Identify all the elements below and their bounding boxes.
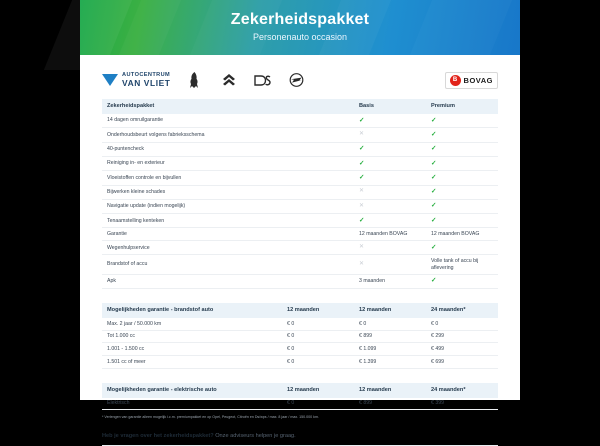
check-icon: ✓ [359,173,365,181]
check-icon: ✓ [431,130,437,138]
row-basis-value: 3 maanden [359,278,385,285]
van-vliet-triangle-icon [102,72,118,88]
warranty-fuel-table-head [102,303,498,318]
table-row [102,214,498,228]
row-price-1: € 0 [287,320,295,327]
dash-icon: ✕ [359,244,365,251]
row-premium-value [426,214,498,228]
table-row [102,114,498,128]
row-label: Max. 2 jaar / 50.000 km [107,320,162,327]
coverage-table [102,99,498,289]
check-icon: ✓ [431,243,437,251]
warranty-electric-col-label: Mogelijkheden garantie - elektrische auto [102,383,282,398]
dealer-logo-line2: VAN VLIET [122,77,171,88]
table-row [102,274,498,288]
check-icon: ✓ [431,159,437,167]
row-label: Brandstof of accu [107,261,148,268]
check-icon: ✓ [431,202,437,210]
row-basis-value [354,156,426,170]
dash-icon: ✕ [359,260,365,267]
table-row [102,171,498,185]
row-label: 1.001 - 1.500 cc [107,345,145,352]
table-row [102,156,498,170]
row-label: Garantie [107,231,127,238]
row-premium-value [426,185,498,199]
row-price-3: € 399 [431,400,444,407]
table-row [102,343,498,356]
cta-answer: Onze adviseurs helpen je graag. [215,432,296,439]
row-price-2: € 1.399 [359,358,377,365]
row-basis-value [354,114,426,128]
row-premium-value [426,171,498,185]
bovag-mark-icon: B [450,75,461,86]
row-basis-value [354,185,426,199]
row-price-3: € 499 [431,345,444,352]
coverage-table-body [102,114,498,289]
row-price-1: € 0 [287,333,295,340]
row-premium-value [426,114,498,128]
check-icon: ✓ [431,145,437,153]
warranty-electric-col-3: 24 maanden* [426,383,498,398]
row-premium-value [426,128,498,142]
check-icon: ✓ [359,116,365,124]
dealer-logo-text [122,73,171,88]
document-page [80,0,520,439]
dash-icon: ✕ [359,131,365,138]
ds-automobiles-icon [253,70,273,90]
row-basis-value [354,214,426,228]
bovag-badge [445,72,498,89]
check-icon: ✓ [359,159,365,167]
row-price-1: € 0 [287,345,295,352]
row-price-3: € 0 [431,320,439,327]
row-price-3: € 699 [431,358,444,365]
check-icon: ✓ [431,188,437,196]
cta-block [102,433,498,439]
row-label: Tenaamstelling kenteken [107,217,165,224]
row-price-3: € 299 [431,333,444,340]
coverage-col-basis: Basis [354,99,426,114]
dash-icon: ✕ [359,188,365,195]
row-basis-value [354,255,426,274]
citroen-chevrons-icon [219,70,239,90]
coverage-col-premium: Premium [426,99,498,114]
check-icon: ✓ [431,216,437,224]
row-basis-value [354,142,426,156]
page-title: Zekerheidspakket [230,11,370,28]
table-row [102,318,498,330]
warranty-fuel-table [102,303,498,369]
warranty-electric-table-body [102,398,498,410]
dealer-logo-line1: AUTOCENTRUM [122,71,171,78]
section-spacer [80,369,520,383]
row-premium-value [426,199,498,213]
warranty-electric-col-2: 12 maanden [354,383,426,398]
peugeot-lion-icon [185,70,205,90]
table-row [102,185,498,199]
warranty-fuel-col-3: 24 maanden* [426,303,498,318]
row-label: Bijwerken kleine schades [107,188,166,195]
dash-icon: ✕ [359,202,365,209]
warranty-fuel-col-label: Mogelijkheden garantie - brandstof auto [102,303,282,318]
table-row [102,398,498,410]
row-label: Elektrisch [107,400,130,407]
row-premium-value [426,241,498,255]
check-icon: ✓ [359,145,365,153]
footnote: * Verlengen van garantie alleen mogelijk i.c.m. premiumpakket en op Opel, Peugeot, Citroën en Ds/wps / max. 8 jaar / max. 150.000 km. [102,415,319,420]
row-label: 14 dagen omruilgarantie [107,117,163,124]
warranty-electric-col-1: 12 maanden [282,383,354,398]
dealer-logo [102,72,171,88]
row-basis-value [354,171,426,185]
row-label: Tot 1.000 cc [107,333,135,340]
row-basis-value [354,128,426,142]
opel-blitz-icon [287,70,307,90]
warranty-fuel-table-body [102,318,498,368]
table-row [102,128,498,142]
bovag-label: BOVAG [463,75,493,85]
check-icon: ✓ [359,216,365,224]
row-label: Reiniging in- en exterieur [107,160,165,167]
row-label: Apk [107,278,116,285]
document-header [80,0,520,55]
coverage-table-head [102,99,498,114]
row-label: 1.501 cc of meer [107,358,146,365]
row-price-2: € 899 [359,333,372,340]
section-spacer [80,289,520,303]
row-price-1: € 0 [287,358,295,365]
row-price-2: € 899 [359,400,372,407]
table-row [102,228,498,241]
check-icon: ✓ [431,116,437,124]
row-premium-value [426,142,498,156]
table-row [102,199,498,213]
row-basis-value [354,241,426,255]
table-header-row [102,99,498,114]
row-label: Navigatie update (indien mogelijk) [107,203,186,210]
row-label: Onderhoudsbeurt volgens fabrieksschema [107,131,205,138]
warranty-electric-table [102,383,498,411]
check-icon: ✓ [431,173,437,181]
row-label: Vloeistoffen controle en bijvullen [107,174,182,181]
table-row [102,356,498,369]
table-row [102,255,498,274]
row-premium-value [426,156,498,170]
check-icon: ✓ [431,277,437,285]
cta-question: Heb je vragen over het zekerheidspakket? [102,432,214,439]
row-label: 40-puntencheck [107,146,144,153]
row-premium-value: Volle tank of accu bij aflevering [431,258,479,271]
row-price-2: € 1.099 [359,345,377,352]
row-price-2: € 0 [359,320,367,327]
table-header-row [102,303,498,318]
table-header-row [102,383,498,398]
row-basis-value [354,199,426,213]
warranty-electric-table-head [102,383,498,398]
row-basis-value: 12 maanden BOVAG [359,231,408,238]
warranty-fuel-col-2: 12 maanden [354,303,426,318]
warranty-fuel-col-1: 12 maanden [282,303,354,318]
page-subtitle: Personenauto occasion [252,32,348,42]
row-price-1: € 0 [287,400,295,407]
row-premium-value: 12 maanden BOVAG [431,231,480,238]
table-row [102,142,498,156]
coverage-col-label: Zekerheidspakket [102,99,354,114]
row-label: Wegenhulpservice [107,244,150,251]
table-row [102,241,498,255]
brand-bar [102,63,498,97]
row-premium-value [426,274,498,288]
table-row [102,330,498,343]
